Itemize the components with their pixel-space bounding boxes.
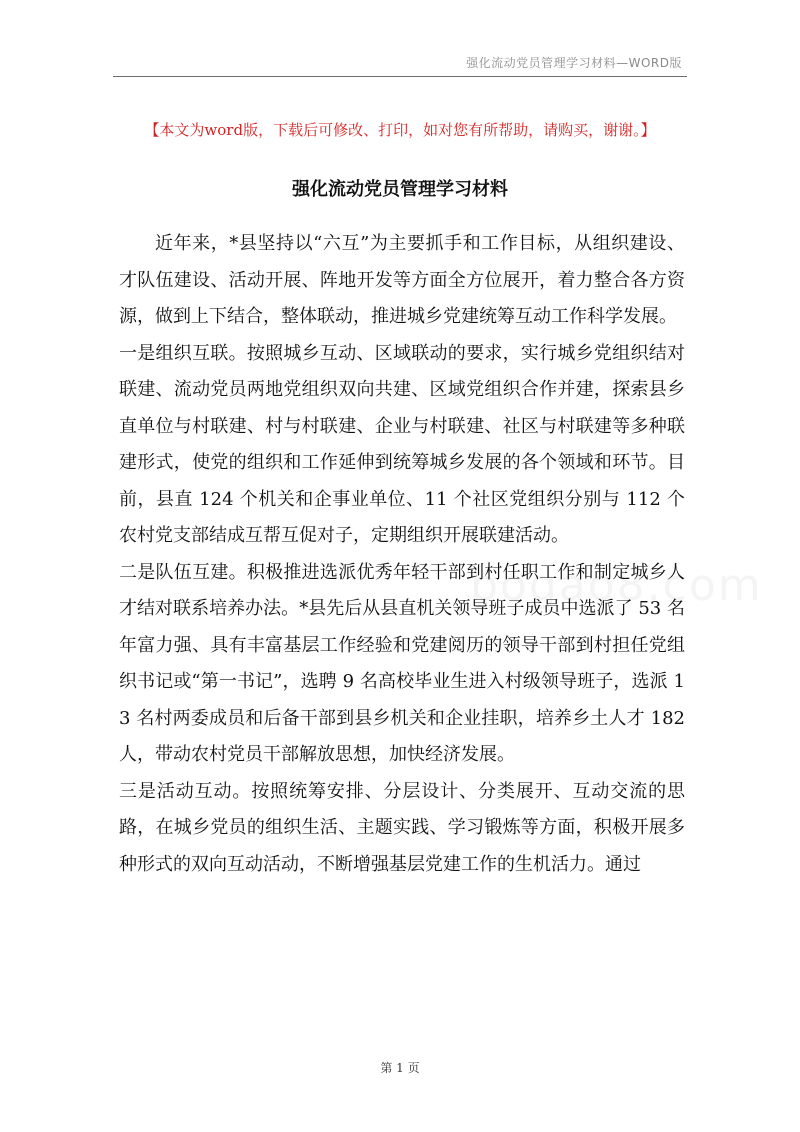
paragraph-organization: 一是组织互联。按照城乡互动、区域联动的要求，实行城乡党组织结对联建、流动党员两地党组织双向共建、区域党组织合作并建，探索县乡直单位与村联建、村与村联建、企业与村联建、社区与村联建等多种联建形式，使党的组织和工作延伸到统筹城乡发展的各个领域和环节。目前，县直 124 个机关和企事业单位、11 个社区党组织分别与 112 个农村党支部结成互帮互促对子，定期组织开展联建活动。 [119,342,685,546]
purchase-notice: 【本文为word版，下载后可修改、打印，如对您有所帮助，请购买，谢谢。】 [144,121,656,139]
paragraph-team: 二是队伍互建。积极推进选派优秀年轻干部到村任职工作和制定城乡人才结对联系培养办法。*县先后从县直机关领导班子成员中选派了 53 名年富力强、具有丰富基层工作经验和党建阅历的领导干部到村担任党组织书记或“第一书记”，选聘 9 名高校毕业生进入村级领导班子，选派 13 名村两委成员和后备干部到县乡机关和企业挂职，培养乡土人才 182 人，带动农村党员干部解放思想，加快经济发展。 [119,561,685,765]
document-title: 强化流动党员管理学习材料 [292,179,508,200]
header-divider [113,76,687,77]
page-number: 第 1 页 [380,1061,420,1075]
document-body [119,226,685,883]
running-header: 强化流动党员管理学习材料—WORD版 [466,56,682,70]
paragraph-activities: 三是活动互动。按照统筹安排、分层设计、分类展开、互动交流的思路，在城乡党员的组织生活、主题实践、学习锻炼等方面，积极开展多种形式的双向互动活动，不断增强基层党建工作的生机活力。通过 [119,780,685,875]
paragraph-intro: 近年来，*县坚持以“六互”为主要抓手和工作目标，从组织建设、才队伍建设、活动开展、阵地开发等方面全方位展开，着力整合各方资源，做到上下结合，整体联动，推进城乡党建统筹互动工作科学发展。 [119,233,685,327]
